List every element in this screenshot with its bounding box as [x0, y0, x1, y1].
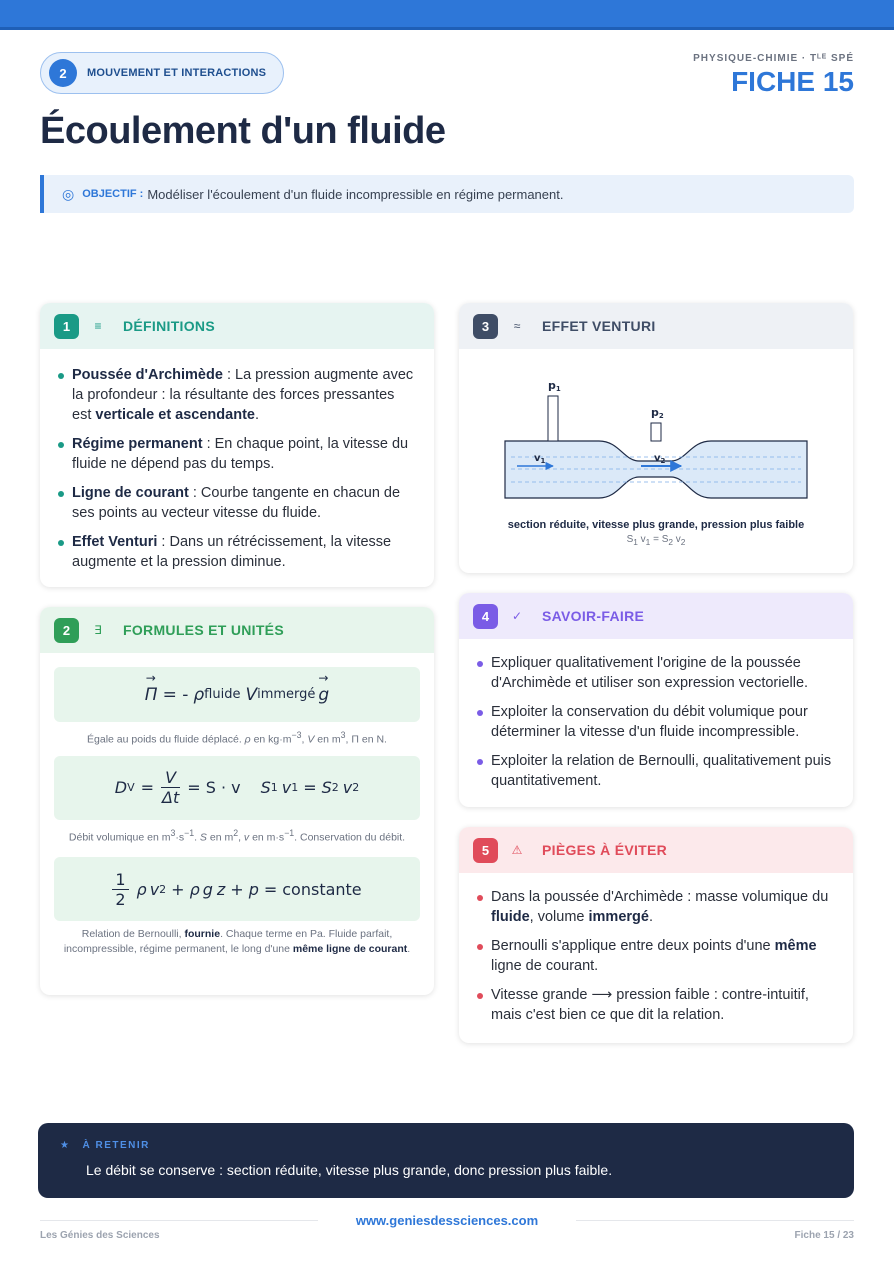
footer-page-number: Fiche 15 / 23 — [794, 1230, 854, 1241]
definitions-card — [40, 303, 434, 587]
venturi-header — [459, 303, 853, 349]
archimede-formula: → Π = - ρ fluide V immergé → g — [54, 667, 420, 722]
list-item: Dans la poussée d'Archimède : masse volumique du fluide, volume immergé. — [477, 887, 835, 927]
tube-p1 — [548, 396, 558, 441]
footer-website-link[interactable]: www.geniesdessciences.com — [355, 1213, 539, 1228]
top-color-bar — [0, 0, 894, 30]
bernoulli-formula: 1 2 ρ v 2 + ρ g z + p = constante — [54, 857, 420, 921]
list-item: Bernoulli s'applique entre deux points d'une même ligne de courant. — [477, 936, 835, 976]
chapter-pill — [40, 52, 284, 94]
pieges-header — [459, 827, 853, 873]
svg-text:p1: p1 — [548, 379, 561, 393]
pieges-list — [459, 873, 853, 1025]
formulas-number: 2 — [54, 618, 79, 643]
objective-text: Modéliser l'écoulement d'un fluide incompressible en régime permanent. — [147, 186, 564, 202]
venturi-card — [459, 303, 853, 573]
svg-text:p2: p2 — [651, 406, 664, 420]
list-item: Exploiter la relation de Bernoulli, qualitativement puis quantitativement. — [477, 751, 835, 791]
check-icon: ✓ — [511, 609, 523, 623]
star-icon: ★ — [60, 1140, 71, 1151]
list-item: Poussée d'Archimède : La pression augmente avec la profondeur : la résultante des forces pressantes est verticale et ascendante. — [58, 365, 416, 425]
list-item: Effet Venturi : Dans un rétrécissement, la vitesse augmente et la pression diminue. — [58, 532, 416, 572]
savoir-faire-number: 4 — [473, 604, 498, 629]
debit-note: Débit volumique en $m^3\cdot s^{-1}$. S en $m^2$, v en $m\cdot s^{-1}$. Conservation du débit. — [68, 827, 406, 843]
key-takeaway-banner — [38, 1123, 854, 1198]
chapter-number: 2 — [49, 59, 77, 87]
objective-banner — [40, 175, 854, 213]
definitions-list — [40, 349, 434, 572]
list-item: Ligne de courant : Courbe tangente en chacun de ses points au vecteur vitesse du fluide. — [58, 483, 416, 523]
definitions-number: 1 — [54, 314, 79, 339]
venturi-number: 3 — [473, 314, 498, 339]
list-item: Expliquer qualitativement l'origine de la poussée d'Archimède et utiliser son expression vectorielle. — [477, 653, 835, 693]
definitions-header — [40, 303, 434, 349]
venturi-diagram — [459, 349, 853, 499]
page-title: Écoulement d'un fluide — [40, 110, 446, 152]
pieges-card — [459, 827, 853, 1043]
objective-label: OBJECTIF : — [82, 188, 144, 200]
fiche-number: FICHE 15 — [731, 66, 854, 97]
formulas-card — [40, 607, 434, 995]
svg-text:v2: $v_2$ — [654, 453, 666, 465]
formulas-title: FORMULES ET UNITÉS — [123, 622, 284, 638]
svg-text:v1: $v_1$ — [534, 453, 546, 465]
target-icon: ◎ — [62, 185, 75, 202]
savoir-faire-card — [459, 593, 853, 807]
savoir-faire-header — [459, 593, 853, 639]
warning-icon: ⚠ — [511, 843, 523, 857]
archimede-note: Égale au poids du fluide déplacé. ρ en $kg\cdot m^{-3}$, V en $m^3$, Π en N. — [87, 730, 387, 746]
venturi-caption: section réduite, vitesse plus grande, pression plus faible — [507, 519, 805, 531]
bernoulli-note: Relation de Bernoulli, fournie. Chaque terme en Pa. Fluide parfait, incompressible, régime permanent, le long d'une même ligne de courant. — [63, 928, 411, 955]
list-item: Vitesse grande ⟶ pression faible : contre-intuitif, mais c'est bien ce que dit la relation. — [477, 985, 835, 1025]
subject-label: PHYSIQUE-CHIMIE · Tᴸᴱ SPÉ — [693, 53, 854, 64]
list-item: Exploiter la conservation du débit volumique pour déterminer la vitesse d'un fluide incompressible. — [477, 702, 835, 742]
tube-p2 — [651, 423, 661, 441]
pieges-number: 5 — [473, 838, 498, 863]
pipe-shape — [505, 441, 807, 498]
lines-icon: ≡ — [94, 319, 102, 333]
definitions-title: DÉFINITIONS — [123, 318, 215, 334]
key-takeaway-text: Le débit se conserve : section réduite, vitesse plus grande, donc pression plus faible. — [86, 1162, 613, 1178]
chapter-label: MOUVEMENT ET INTERACTIONS — [87, 67, 267, 79]
debit-formula: D V = $\frac{V}{\Delta t}$ = S · v S 1 v 1 = S 2 v 2 — [54, 756, 420, 820]
savoir-faire-list — [459, 639, 853, 791]
venturi-title: EFFET VENTURI — [542, 318, 656, 334]
savoir-faire-title: SAVOIR-FAIRE — [542, 608, 645, 624]
formula-icon: ∃ — [94, 623, 102, 637]
pieges-title: PIÈGES À ÉVITER — [542, 842, 668, 858]
flow-icon: ≈ — [513, 319, 521, 333]
list-item: Régime permanent : En chaque point, la vitesse du fluide ne dépend pas du temps. — [58, 434, 416, 474]
venturi-subcaption: $S_1$ $v_1 = S_2$ $v_2$ — [626, 534, 686, 547]
key-takeaway-label: ★ À RETENIR — [60, 1140, 150, 1151]
formulas-header — [40, 607, 434, 653]
footer-brand: Les Génies des Sciences — [40, 1230, 160, 1241]
